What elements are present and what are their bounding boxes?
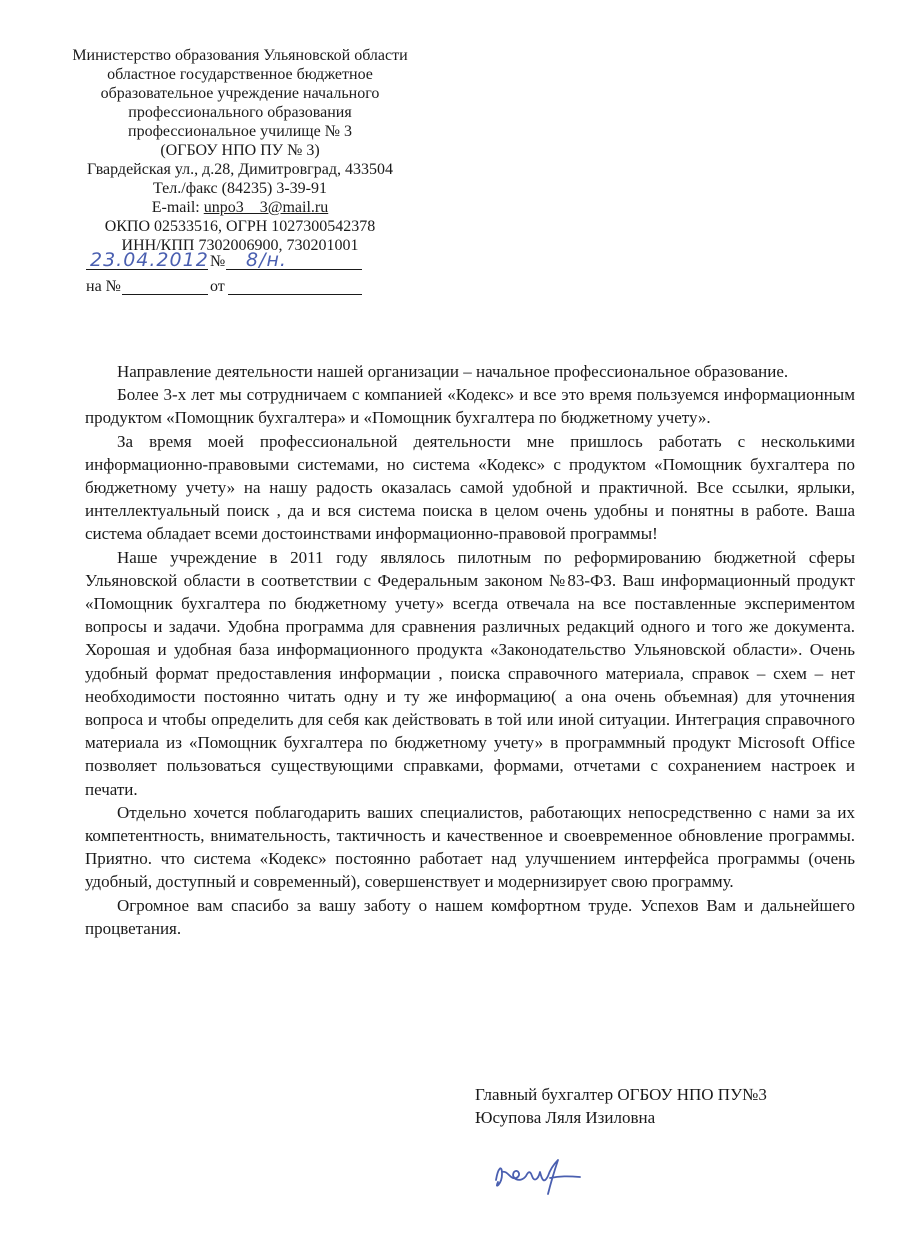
from-rule [228,294,362,295]
handwritten-number: 8/н. [246,249,287,271]
address-line: Гвардейская ул., д.28, Димитровград, 433504 [87,161,393,178]
outgoing-reference [86,251,366,275]
org-abbrev-line: (ОГБОУ НПО ПУ № 3) [160,142,320,159]
signer-name: Юсупова Ляля Изиловна [475,1108,656,1127]
paragraph-thanks-specialists: Отдельно хочется поблагодарить ваших специалистов, работающих непосредственно с нами за их компетентность, внимательность, тактичность и качественное и своевременное обновление программы. Приятно. что система «Кодекс» постоянно работает над улучшением интерфейса программы (очень удобный, доступный и современный), совершенствует и модернизирует свою программу. [85,802,855,892]
email-line [50,198,430,217]
reply-rule [122,294,208,295]
number-label: № [210,253,226,270]
paragraph-cooperation: Более 3-х лет мы сотрудничаем с компанией «Кодекс» и все это время пользуемся информационным продуктом «Помощник бухгалтера» и «Помощник бухгалтера по бюджетному учету». [85,385,855,428]
date-rule [86,269,208,270]
paragraph-pilot: Наше учреждение в 2011 году являлось пилотным по реформированию бюджетной сферы Ульяновской области в соответствии с Федеральным законом №83-ФЗ. Ваш информационный продукт «Помощник бухгалтера по бюджетному учету» всегда отвечала на все поставленные экспериментом вопросы и задачи. Удобна программа для сравнения различных редакций одного и того же документа. Хорошая и удобная база информационного продукта «Законодательство Ульяновской области». Очень удобный формат предоставления информации , поиска справочного материала, справок – схем – нет необходимости постоянно читать одну и ту же информацию( а она очень объемная) для уточнения вопроса и чтобы определить для себя как действовать в той или иной ситуации. Интеграция справочного материала из «Помощник бухгалтера по бюджетному учету» в программный продукт Microsoft Office позволяет пользоваться существующими справками, формами, отчетами с сохранением настроек и печати. [85,547,855,799]
signature-icon [488,1150,608,1200]
org-name-line: профессиональное училище № 3 [128,123,352,140]
org-type-line-3: профессионального образования [128,104,352,121]
email-address[interactable]: unpo3__3@mail.ru [203,199,329,216]
paragraph-experience: За время моей профессиональной деятельности мне пришлось работать с несколькими информационно-правовыми системами, но система «Кодекс» с продуктом «Помощник бухгалтера по бюджетному учету» на нашу радость оказалась самой удобной и практичной. Все ссылки, ярлыки, интеллектуальный поиск , да и вся система поиска в целом очень удобны и понятны в работе. Ваша система обладает всеми достоинствами информационно-правовой программы! [85,431,855,544]
letter-body [85,360,855,940]
handwritten-date: 23.04.2012 [90,249,209,271]
okpo-line: ОКПО 02533516, ОГРН 1027300542378 [104,218,376,235]
org-type-line-2: образовательное учреждение начального [100,85,380,102]
inn-line: ИНН/КПП 7302006900, 730201001 [121,237,359,254]
paragraph-closing: Огромное вам спасибо за вашу заботу о нашем комфортном труде. Успехов Вам и дальнейшего процветания. [85,895,855,938]
reply-reference [86,276,366,300]
signoff [475,1083,855,1129]
ministry-line: Министерство образования Ульяновской области [72,47,408,64]
handwritten-signature [488,1150,608,1205]
org-type-line: областное государственное бюджетное [107,66,373,83]
paragraph-activity: Направление деятельности нашей организации – начальное профессиональное образование. [117,362,789,381]
letterhead [50,46,430,255]
signer-position: Главный бухгалтер ОГБОУ НПО ПУ№3 [475,1085,767,1104]
email-label: E-mail: [151,199,204,216]
from-label: от [210,278,225,295]
phone-line: Тел./факс (84235) 3-39-91 [153,180,327,197]
number-rule [226,269,362,270]
reply-label: на № [86,278,121,295]
